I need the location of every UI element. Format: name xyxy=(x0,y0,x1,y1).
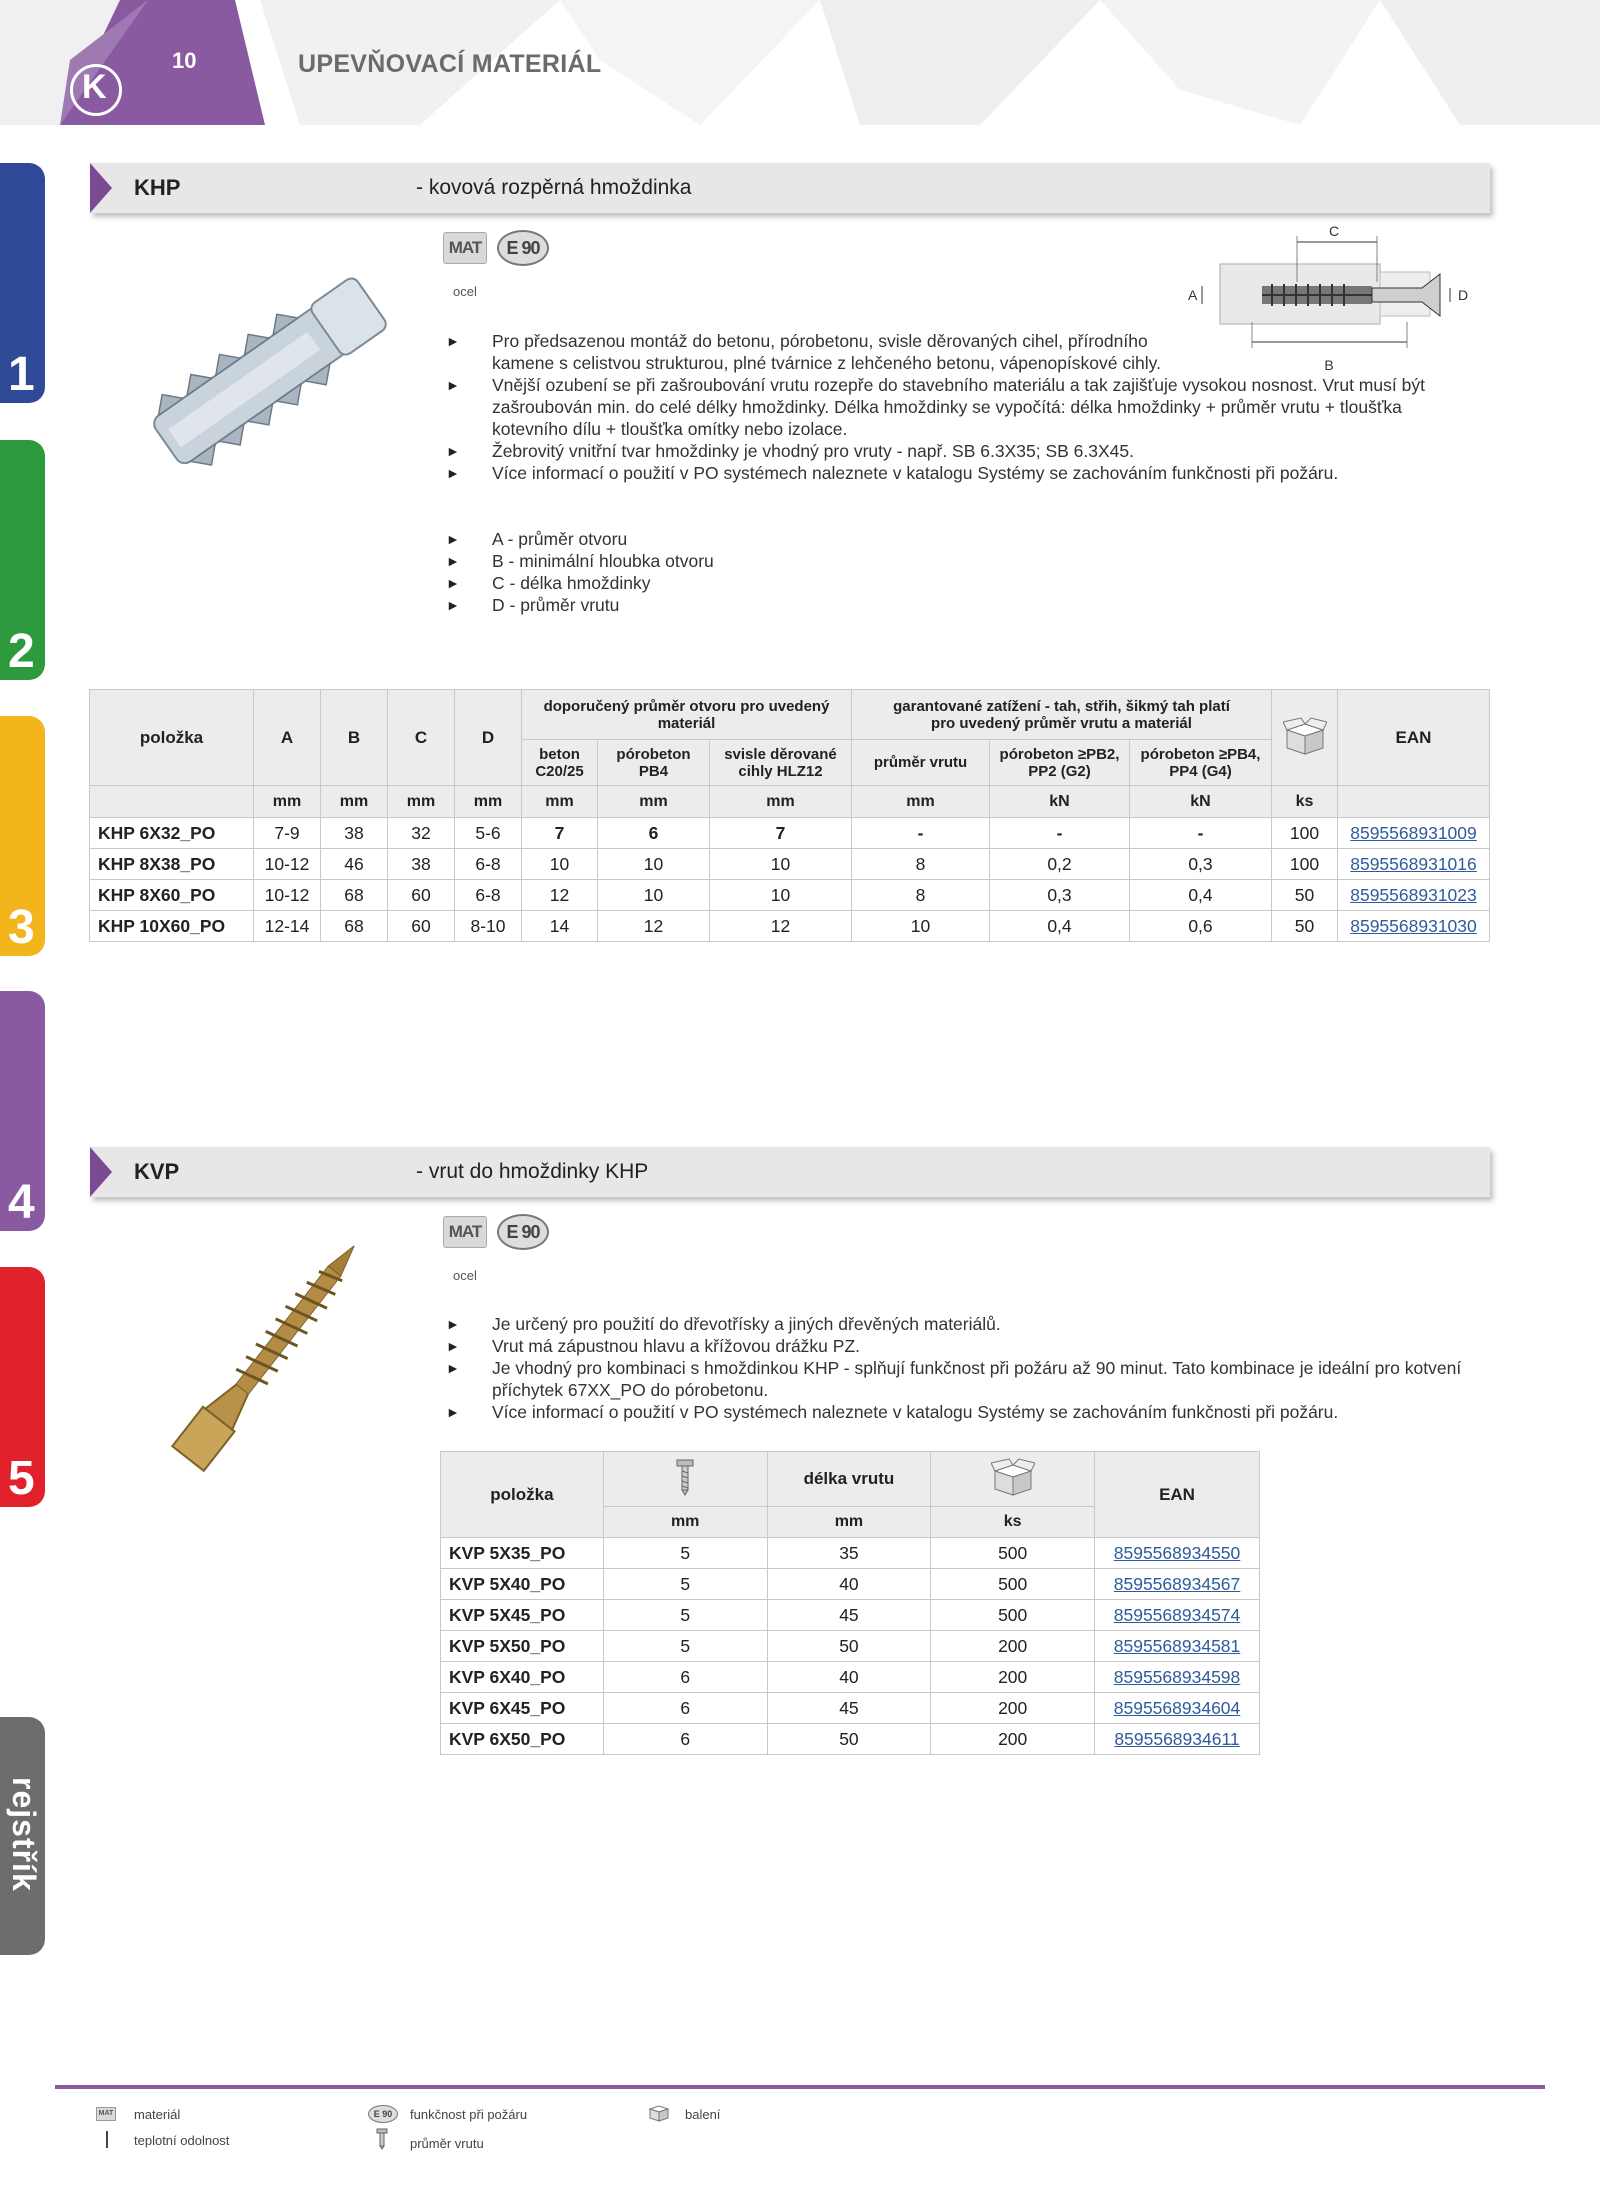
unit-cell xyxy=(1338,786,1490,818)
ean-link[interactable]: 8595568934611 xyxy=(1095,1724,1260,1755)
cell: 40 xyxy=(767,1662,931,1693)
item-code: KVP 5X35_PO xyxy=(441,1538,604,1569)
cell: 6-8 xyxy=(455,880,522,911)
table-row xyxy=(90,880,1490,911)
cell: 45 xyxy=(767,1600,931,1631)
ean-link[interactable]: 8595568931030 xyxy=(1338,911,1490,942)
side-tab-1[interactable] xyxy=(0,163,45,403)
col-header-cihly: svisle děrované cihly HLZ12 xyxy=(710,740,852,786)
unit-cell: mm xyxy=(710,786,852,818)
cell: 38 xyxy=(388,849,455,880)
temperature-icon xyxy=(106,2131,108,2148)
cell: 10 xyxy=(710,849,852,880)
col-header-prumer: průměr vrutu xyxy=(852,740,990,786)
feature-item xyxy=(446,1335,1466,1357)
feature-item xyxy=(446,1313,1466,1335)
product-code: KVP xyxy=(134,1159,180,1184)
col-header-pb2: pórobeton ≥PB2, PP2 (G2) xyxy=(990,740,1130,786)
item-code: KHP 6X32_PO xyxy=(90,818,254,849)
kvp-feature-list xyxy=(446,1313,1466,1423)
item-code: KVP 6X40_PO xyxy=(441,1662,604,1693)
ean-link[interactable]: 8595568931009 xyxy=(1338,818,1490,849)
feature-item xyxy=(446,374,1446,440)
item-code: KVP 5X50_PO xyxy=(441,1631,604,1662)
cell: 50 xyxy=(1272,911,1338,942)
logo-letter: K xyxy=(82,68,107,106)
unit-cell: mm xyxy=(767,1507,931,1538)
material-badge: MAT xyxy=(443,232,487,264)
khp-feature-list xyxy=(446,330,1446,484)
col-header-a: A xyxy=(254,690,321,786)
cell: 10 xyxy=(852,911,990,942)
cell: 6-8 xyxy=(455,849,522,880)
cell: 500 xyxy=(931,1600,1095,1631)
cell: 32 xyxy=(388,818,455,849)
diagram-label-c: C xyxy=(1328,223,1340,239)
cell: 8 xyxy=(852,849,990,880)
cell: 0,4 xyxy=(990,911,1130,942)
cell: 500 xyxy=(931,1538,1095,1569)
col-header-item: položka xyxy=(441,1452,604,1538)
side-tab-label: rejstřík xyxy=(6,1777,42,1892)
footer-label-material: materiál xyxy=(134,2107,181,2122)
col-header-length: délka vrutu xyxy=(767,1452,931,1507)
side-tab-2[interactable] xyxy=(0,440,45,680)
cell: 10 xyxy=(522,849,598,880)
unit-cell: kN xyxy=(990,786,1130,818)
side-tab-5[interactable] xyxy=(0,1267,45,1507)
legend-text: A - průměr otvoru xyxy=(492,529,628,549)
legend-item xyxy=(446,572,1146,594)
ean-link[interactable]: 8595568934574 xyxy=(1095,1600,1260,1631)
diagram-label-a: A xyxy=(1188,287,1198,303)
cell: 14 xyxy=(522,911,598,942)
screw-diameter-icon xyxy=(376,2128,388,2150)
legend-text: C - délka hmoždinky xyxy=(492,573,651,593)
feature-text: Vrut má zápustnou hlavu a křížovou drážku PZ. xyxy=(492,1336,861,1356)
diagram-label-d: D xyxy=(1458,287,1469,303)
table-row xyxy=(441,1569,1260,1600)
col-header-b: B xyxy=(321,690,388,786)
screw-diameter-icon xyxy=(603,1452,767,1507)
footer-divider xyxy=(55,2085,1545,2089)
feature-text: Je vhodný pro kombinaci s hmoždinkou KHP - splňují funkčnost při požáru až 90 minut. Tato kombinace je ideální pro kotvení příchytek 67XX_PO do pórobetonu. xyxy=(492,1358,1462,1400)
cell: 5 xyxy=(603,1569,767,1600)
cell: 46 xyxy=(321,849,388,880)
unit-cell: mm xyxy=(254,786,321,818)
feature-text: Je určený pro použití do dřevotřísky a jiných dřevěných materiálů. xyxy=(492,1314,1001,1334)
col-header-porobeton: pórobeton PB4 xyxy=(598,740,710,786)
unit-cell: ks xyxy=(1272,786,1338,818)
item-code: KVP 5X40_PO xyxy=(441,1569,604,1600)
header-background xyxy=(0,0,1600,125)
diagram-label-b: B xyxy=(1324,357,1334,373)
cell: 0,4 xyxy=(1130,880,1272,911)
section-marker xyxy=(90,1147,112,1197)
cell: - xyxy=(990,818,1130,849)
ean-link[interactable]: 8595568934598 xyxy=(1095,1662,1260,1693)
cell: 500 xyxy=(931,1569,1095,1600)
table-row xyxy=(90,849,1490,880)
material-badge: MAT xyxy=(443,1216,487,1248)
unit-cell: mm xyxy=(388,786,455,818)
col-header-item: položka xyxy=(90,690,254,786)
cell: 10-12 xyxy=(254,880,321,911)
fire-rating-badge: E 90 xyxy=(497,230,549,266)
table-row xyxy=(90,911,1490,942)
cell: 50 xyxy=(1272,880,1338,911)
col-header-c: C xyxy=(388,690,455,786)
side-tab-4[interactable] xyxy=(0,991,45,1231)
material-label: ocel xyxy=(453,284,477,299)
side-tab-3[interactable] xyxy=(0,716,45,956)
cell: 7 xyxy=(522,818,598,849)
feature-item xyxy=(446,1401,1466,1423)
item-code: KHP 8X60_PO xyxy=(90,880,254,911)
col-header-d: D xyxy=(455,690,522,786)
legend-item xyxy=(446,528,1146,550)
legend-text: B - minimální hloubka otvoru xyxy=(492,551,714,571)
cell: 6 xyxy=(598,818,710,849)
page-number: 10 xyxy=(172,48,197,73)
cell: 200 xyxy=(931,1693,1095,1724)
cell: 12 xyxy=(598,911,710,942)
cell: 38 xyxy=(321,818,388,849)
cell: 5 xyxy=(603,1631,767,1662)
feature-item xyxy=(446,462,1446,484)
cell: 7 xyxy=(710,818,852,849)
legend-item xyxy=(446,594,1146,616)
cell: 200 xyxy=(931,1724,1095,1755)
cell: 8-10 xyxy=(455,911,522,942)
unit-cell: mm xyxy=(603,1507,767,1538)
col-header-pb4: pórobeton ≥PB4, PP4 (G4) xyxy=(1130,740,1272,786)
cell: 12 xyxy=(710,911,852,942)
footer-e90-badge: E 90 xyxy=(368,2105,398,2123)
table-row xyxy=(441,1662,1260,1693)
product-description: - vrut do hmoždinky KHP xyxy=(416,1160,649,1183)
section-heading-khp xyxy=(90,163,1490,213)
cell: 8 xyxy=(852,880,990,911)
cell: 10 xyxy=(598,880,710,911)
cell: 50 xyxy=(767,1631,931,1662)
cell: 200 xyxy=(931,1631,1095,1662)
kvp-spec-table xyxy=(440,1451,1260,1755)
cell: 60 xyxy=(388,880,455,911)
product-description: - kovová rozpěrná hmoždinka xyxy=(416,176,692,199)
cell: 12 xyxy=(522,880,598,911)
screw-product-image xyxy=(120,1215,410,1505)
ean-link[interactable]: 8595568934581 xyxy=(1095,1631,1260,1662)
unit-cell: ks xyxy=(931,1507,1095,1538)
cell: 0,3 xyxy=(1130,849,1272,880)
package-icon xyxy=(648,2102,670,2122)
ean-link[interactable]: 8595568934550 xyxy=(1095,1538,1260,1569)
side-tab-label: 2 xyxy=(8,625,35,678)
side-tab-index[interactable] xyxy=(0,1717,45,1955)
cell: 6 xyxy=(603,1693,767,1724)
cell: 0,3 xyxy=(990,880,1130,911)
feature-text: Žebrovitý vnitřní tvar hmoždinky je vhodný pro vruty - např. SB 6.3X35; SB 6.3X45. xyxy=(492,441,1134,461)
section-marker xyxy=(90,163,112,213)
package-icon xyxy=(1272,690,1338,786)
col-group-hole: doporučený průměr otvoru pro uvedený materiál xyxy=(522,690,852,740)
material-label: ocel xyxy=(453,1268,477,1283)
table-row xyxy=(441,1631,1260,1662)
cell: 0,6 xyxy=(1130,911,1272,942)
unit-cell: mm xyxy=(852,786,990,818)
unit-cell: kN xyxy=(1130,786,1272,818)
cell: 12-14 xyxy=(254,911,321,942)
product-code: KHP xyxy=(134,175,181,200)
side-tab-label: 5 xyxy=(8,1452,35,1505)
cell: 60 xyxy=(388,911,455,942)
feature-text: Pro předsazenou montáž do betonu, pórobetonu, svisle děrovaných cihel, přírodního kamene s celistvou strukturou, plné tvárnice z lehčeného betonu, vápenopískové cihly. xyxy=(492,331,1161,373)
cell: 50 xyxy=(767,1724,931,1755)
cell: - xyxy=(1130,818,1272,849)
khp-dimension-legend xyxy=(446,528,1146,616)
table-row xyxy=(441,1693,1260,1724)
cell: 7-9 xyxy=(254,818,321,849)
cell: - xyxy=(852,818,990,849)
item-code: KHP 8X38_PO xyxy=(90,849,254,880)
feature-item xyxy=(446,1357,1466,1401)
table-row xyxy=(441,1538,1260,1569)
col-header-beton: beton C20/25 xyxy=(522,740,598,786)
unit-cell: mm xyxy=(522,786,598,818)
cell: 100 xyxy=(1272,818,1338,849)
ean-link[interactable]: 8595568931023 xyxy=(1338,880,1490,911)
legend-text: D - průměr vrutu xyxy=(492,595,620,615)
cell: 10 xyxy=(710,880,852,911)
item-code: KVP 5X45_PO xyxy=(441,1600,604,1631)
footer-label-screw: průměr vrutu xyxy=(410,2136,484,2151)
cell: 40 xyxy=(767,1569,931,1600)
feature-text: Vnější ozubení se při zašroubování vrutu rozepře do stavebního materiálu a tak zajišťuje vysokou nosnost. Vrut musí být zašroubován min. do celé délky hmoždinky. Délka hmoždinky se vypočítá: délka hmoždinky + průměr vrutu + tloušťka kotevního dílu + tloušťka omítky nebo izolace. xyxy=(492,375,1425,439)
cell: 35 xyxy=(767,1538,931,1569)
table-row xyxy=(441,1600,1260,1631)
cell: 6 xyxy=(603,1662,767,1693)
table-row xyxy=(90,818,1490,849)
side-tab-label: 3 xyxy=(8,901,35,954)
cell: 10 xyxy=(598,849,710,880)
ean-link[interactable]: 8595568934604 xyxy=(1095,1693,1260,1724)
anchor-product-image xyxy=(112,250,422,490)
unit-cell: mm xyxy=(455,786,522,818)
feature-text: Více informací o použití v PO systémech naleznete v katalogu Systémy se zachováním funkčnosti při požáru. xyxy=(492,1402,1339,1422)
cell: 0,2 xyxy=(990,849,1130,880)
cell: 10-12 xyxy=(254,849,321,880)
col-header-ean: EAN xyxy=(1338,690,1490,786)
unit-cell xyxy=(90,786,254,818)
footer-label-fire: funkčnost při požáru xyxy=(410,2107,528,2122)
cell: 5-6 xyxy=(455,818,522,849)
legend-item xyxy=(446,550,1146,572)
cell: 68 xyxy=(321,911,388,942)
khp-spec-table xyxy=(89,689,1490,942)
feature-text: Více informací o použití v PO systémech naleznete v katalogu Systémy se zachováním funkčnosti při požáru. xyxy=(492,463,1339,483)
cell: 5 xyxy=(603,1600,767,1631)
ean-link[interactable]: 8595568934567 xyxy=(1095,1569,1260,1600)
item-code: KHP 10X60_PO xyxy=(90,911,254,942)
unit-cell: mm xyxy=(321,786,388,818)
package-icon xyxy=(931,1452,1095,1507)
footer-mat-badge: MAT xyxy=(96,2107,116,2121)
fire-rating-badge: E 90 xyxy=(497,1214,549,1250)
cell: 45 xyxy=(767,1693,931,1724)
cell: 68 xyxy=(321,880,388,911)
side-tab-label: 4 xyxy=(8,1176,35,1229)
footer-label-temperature: teplotní odolnost xyxy=(134,2133,230,2148)
feature-item xyxy=(446,440,1446,462)
cell: 200 xyxy=(931,1662,1095,1693)
col-header-ean: EAN xyxy=(1095,1452,1260,1538)
section-heading-kvp xyxy=(90,1147,1490,1197)
footer-label-pack: balení xyxy=(685,2107,721,2122)
feature-item xyxy=(446,330,1172,374)
unit-cell: mm xyxy=(598,786,710,818)
col-group-load: garantované zatížení - tah, střih, šikmý tah platí pro uvedený průměr vrutu a materiál xyxy=(852,690,1272,740)
ean-link[interactable]: 8595568931016 xyxy=(1338,849,1490,880)
cell: 5 xyxy=(603,1538,767,1569)
page-title: UPEVŇOVACÍ MATERIÁL xyxy=(298,50,602,78)
table-row xyxy=(441,1724,1260,1755)
item-code: KVP 6X45_PO xyxy=(441,1693,604,1724)
cell: 6 xyxy=(603,1724,767,1755)
cell: 100 xyxy=(1272,849,1338,880)
item-code: KVP 6X50_PO xyxy=(441,1724,604,1755)
side-tab-label: 1 xyxy=(8,348,35,401)
